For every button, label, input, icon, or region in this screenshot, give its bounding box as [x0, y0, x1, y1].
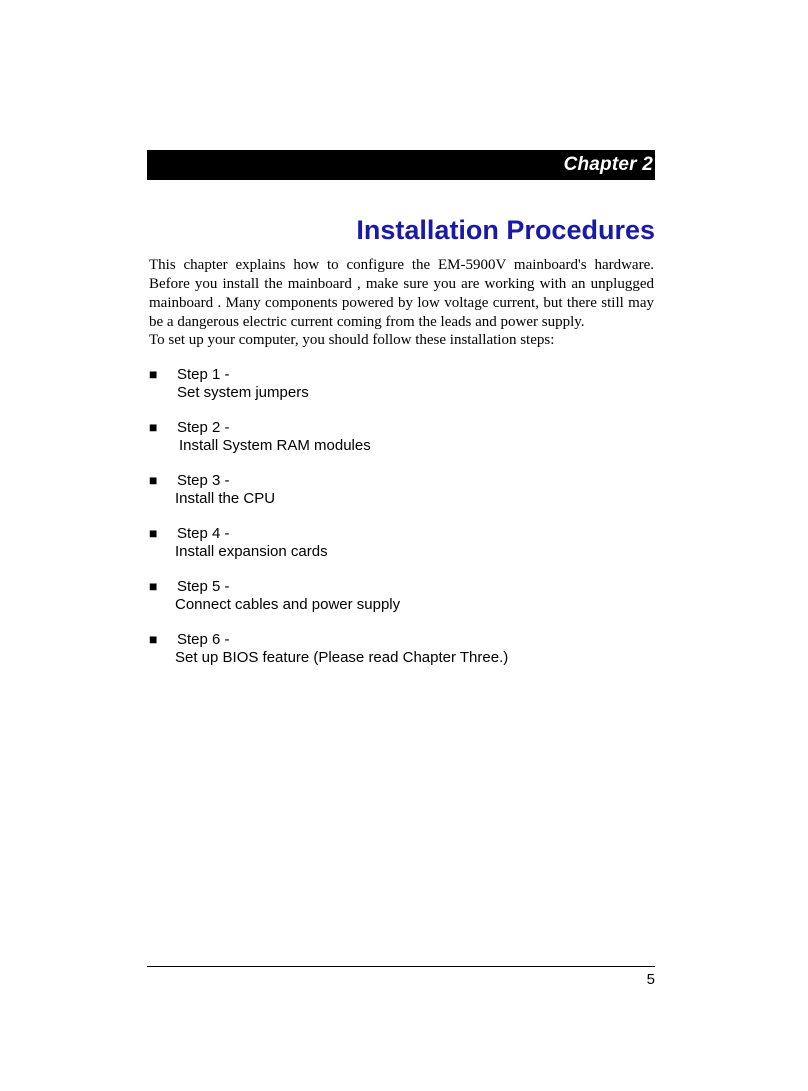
- step-item-1: [147, 365, 655, 405]
- chapter-banner: [147, 150, 655, 180]
- bullet-square-icon: ■: [149, 472, 158, 488]
- step-item-5: [147, 577, 655, 617]
- step-item-2: [147, 418, 655, 458]
- step-description: Install the CPU: [175, 490, 276, 507]
- page-number: 5: [646, 971, 655, 988]
- bullet-square-icon: ■: [149, 419, 158, 435]
- intro-paragraph: This chapter explains how to configure the EM-5900V mainboard's hardware. Before you install the mainboard , make sure you are working with an unplugged mainboard . Many components powered by low voltage current, but there still may be a dangerous electric current coming from the leads and power supply.: [149, 257, 654, 330]
- step-heading: Step 4 -: [177, 525, 230, 542]
- step-description: Set up BIOS feature (Please read Chapter Three.): [175, 649, 509, 666]
- bullet-square-icon: ■: [149, 631, 158, 647]
- footer-divider: [147, 966, 655, 967]
- bullet-square-icon: ■: [149, 366, 158, 382]
- step-item-6: [147, 630, 655, 670]
- step-description: Connect cables and power supply: [175, 596, 401, 613]
- step-item-4: [147, 524, 655, 564]
- step-description: Install expansion cards: [175, 543, 328, 560]
- step-item-3: [147, 471, 655, 511]
- bullet-square-icon: ■: [149, 525, 158, 541]
- bullet-square-icon: ■: [149, 578, 158, 594]
- page-title: Installation Procedures: [356, 215, 655, 245]
- step-description: Install System RAM modules: [179, 437, 371, 454]
- step-heading: Step 6 -: [177, 631, 230, 648]
- step-heading: Step 2 -: [177, 419, 230, 436]
- step-heading: Step 5 -: [177, 578, 230, 595]
- step-heading: Step 3 -: [177, 472, 230, 489]
- chapter-label: Chapter 2: [563, 154, 653, 175]
- step-description: Set system jumpers: [177, 384, 309, 401]
- step-heading: Step 1 -: [177, 366, 230, 383]
- intro-followup: To set up your computer, you should follow these installation steps:: [149, 332, 555, 348]
